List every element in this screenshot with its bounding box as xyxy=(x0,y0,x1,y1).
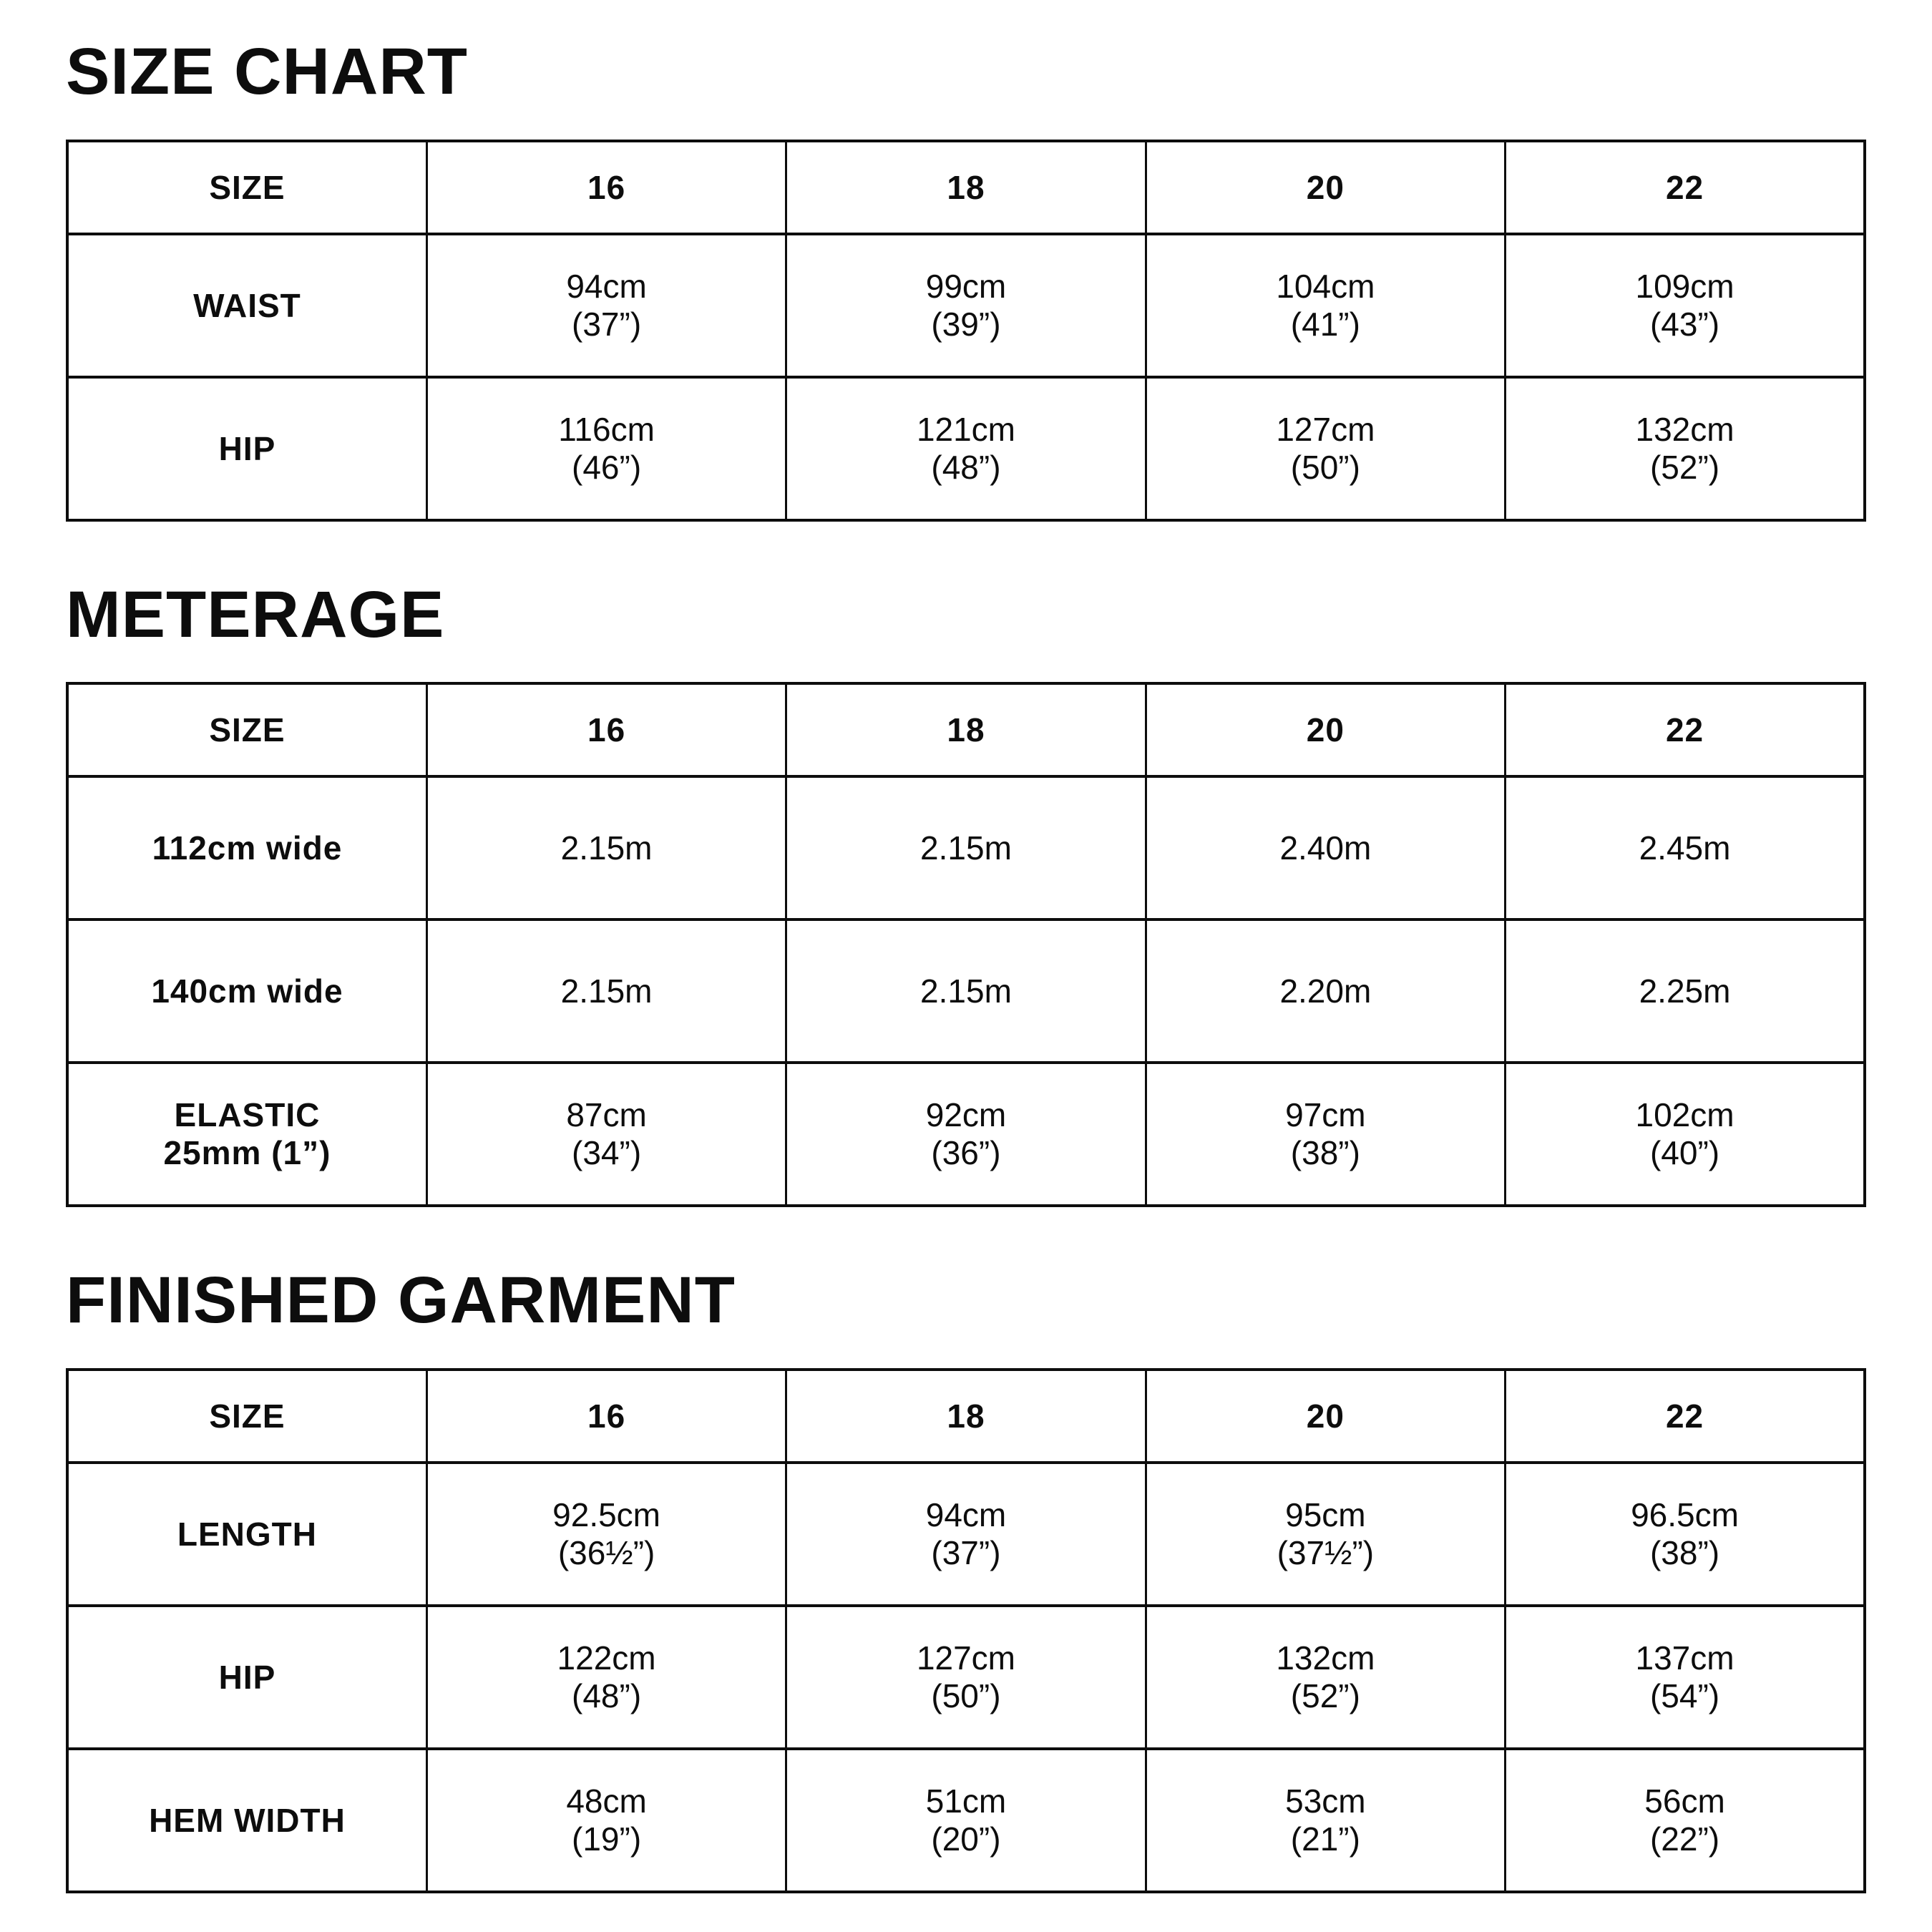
row-label-hip: HIP xyxy=(67,1606,426,1749)
value-inches: (37”) xyxy=(572,305,642,343)
table-row-elastic xyxy=(67,1063,1865,1206)
column-header-22: 22 xyxy=(1506,141,1865,234)
value-cm: 87cm xyxy=(566,1096,647,1134)
value-cm: 56cm xyxy=(1644,1782,1725,1820)
value-inches: (22”) xyxy=(1649,1820,1720,1858)
value-inches: (38”) xyxy=(1649,1533,1720,1571)
value-meters: 2.15m xyxy=(426,919,786,1063)
row-label-length: LENGTH xyxy=(67,1463,426,1606)
table-row-hip xyxy=(67,377,1865,520)
elastic-label-line2: 25mm (1”) xyxy=(163,1134,331,1172)
value-meters: 2.20m xyxy=(1146,919,1505,1063)
value-cm: 127cm xyxy=(916,1639,1016,1677)
value-meters: 2.45m xyxy=(1506,776,1865,919)
meterage-title: METERAGE xyxy=(66,577,445,651)
column-header-16: 16 xyxy=(426,141,786,234)
size-chart-section xyxy=(66,37,1866,522)
value-inches: (50”) xyxy=(931,1677,1001,1714)
value-meters: 2.40m xyxy=(1146,776,1505,919)
value-inches: (50”) xyxy=(1290,448,1360,486)
header-row xyxy=(67,141,1865,234)
value-inches: (54”) xyxy=(1649,1677,1720,1714)
column-header-16: 16 xyxy=(426,683,786,776)
column-header-22: 22 xyxy=(1506,1370,1865,1463)
value-cell xyxy=(786,377,1146,520)
finished-garment-section xyxy=(66,1266,1866,1893)
value-cm: 51cm xyxy=(925,1782,1007,1820)
value-cell xyxy=(1506,1463,1865,1606)
value-cm: 94cm xyxy=(566,267,647,305)
value-cell xyxy=(786,234,1146,377)
column-header-18: 18 xyxy=(786,683,1146,776)
value-cm: 137cm xyxy=(1635,1639,1735,1677)
table-row-length xyxy=(67,1463,1865,1606)
value-cell xyxy=(1146,1463,1505,1606)
column-header-20: 20 xyxy=(1146,141,1505,234)
value-cm: 53cm xyxy=(1285,1782,1366,1820)
row-label-112cm-wide: 112cm wide xyxy=(67,776,426,919)
column-header-20: 20 xyxy=(1146,1370,1505,1463)
value-inches: (43”) xyxy=(1649,305,1720,343)
value-cell xyxy=(1506,234,1865,377)
value-cm: 122cm xyxy=(557,1639,656,1677)
value-inches: (40”) xyxy=(1649,1134,1720,1172)
value-inches: (38”) xyxy=(1290,1134,1360,1172)
meterage-section xyxy=(66,577,1866,1208)
table-row-112cm-wide xyxy=(67,776,1865,919)
value-cm: 127cm xyxy=(1276,410,1375,448)
value-cm: 96.5cm xyxy=(1631,1496,1739,1533)
value-inches: (48”) xyxy=(931,448,1001,486)
column-header-size: SIZE xyxy=(67,141,426,234)
value-inches: (52”) xyxy=(1649,448,1720,486)
value-cell xyxy=(1146,234,1505,377)
header-row xyxy=(67,1370,1865,1463)
value-cm: 97cm xyxy=(1285,1096,1366,1134)
column-header-20: 20 xyxy=(1146,683,1505,776)
value-cm: 48cm xyxy=(566,1782,647,1820)
value-meters: 2.15m xyxy=(786,919,1146,1063)
value-cm: 102cm xyxy=(1635,1096,1735,1134)
value-cell xyxy=(426,1606,786,1749)
value-cell xyxy=(426,377,786,520)
value-cm: 109cm xyxy=(1635,267,1735,305)
value-inches: (20”) xyxy=(931,1820,1001,1858)
value-cm: 95cm xyxy=(1285,1496,1366,1533)
column-header-16: 16 xyxy=(426,1370,786,1463)
column-header-18: 18 xyxy=(786,1370,1146,1463)
value-cm: 94cm xyxy=(925,1496,1007,1533)
value-cm: 92.5cm xyxy=(552,1496,661,1533)
value-cell xyxy=(426,1063,786,1206)
value-cm: 99cm xyxy=(925,267,1007,305)
value-cm: 104cm xyxy=(1276,267,1375,305)
column-header-18: 18 xyxy=(786,141,1146,234)
value-cm: 116cm xyxy=(558,410,655,448)
value-cm: 132cm xyxy=(1276,1639,1375,1677)
value-cell xyxy=(786,1606,1146,1749)
value-inches: (39”) xyxy=(931,305,1001,343)
value-inches: (37”) xyxy=(931,1533,1001,1571)
value-inches: (19”) xyxy=(572,1820,642,1858)
value-inches: (46”) xyxy=(572,448,642,486)
value-inches: (37½”) xyxy=(1277,1533,1375,1571)
value-inches: (48”) xyxy=(572,1677,642,1714)
column-header-22: 22 xyxy=(1506,683,1865,776)
value-cell xyxy=(786,1749,1146,1892)
table-row-hip xyxy=(67,1606,1865,1749)
value-cell xyxy=(1506,1749,1865,1892)
finished-garment-table xyxy=(66,1368,1866,1893)
size-chart-title: SIZE CHART xyxy=(66,35,468,108)
table-row-140cm-wide xyxy=(67,919,1865,1063)
meterage-table xyxy=(66,682,1866,1207)
value-cell xyxy=(426,1749,786,1892)
value-inches: (36½”) xyxy=(557,1533,655,1571)
column-header-size: SIZE xyxy=(67,683,426,776)
value-cell xyxy=(1506,1606,1865,1749)
value-cell xyxy=(1146,1749,1505,1892)
column-header-size: SIZE xyxy=(67,1370,426,1463)
value-cm: 132cm xyxy=(1635,410,1735,448)
value-cell xyxy=(1506,377,1865,520)
table-row-hem-width xyxy=(67,1749,1865,1892)
row-label-waist: WAIST xyxy=(67,234,426,377)
value-inches: (41”) xyxy=(1290,305,1360,343)
finished-garment-title: FINISHED GARMENT xyxy=(66,1264,736,1337)
value-cell xyxy=(1146,1606,1505,1749)
value-inches: (21”) xyxy=(1290,1820,1360,1858)
value-cell xyxy=(786,1063,1146,1206)
value-cell xyxy=(786,1463,1146,1606)
value-cell xyxy=(1146,1063,1505,1206)
row-label-hem-width: HEM WIDTH xyxy=(67,1749,426,1892)
value-meters: 2.15m xyxy=(426,776,786,919)
value-inches: (52”) xyxy=(1290,1677,1360,1714)
row-label-140cm-wide: 140cm wide xyxy=(67,919,426,1063)
value-cell xyxy=(426,1463,786,1606)
value-cm: 92cm xyxy=(925,1096,1007,1134)
row-label-elastic xyxy=(67,1063,426,1206)
value-cell xyxy=(1146,377,1505,520)
value-meters: 2.25m xyxy=(1506,919,1865,1063)
table-row-waist xyxy=(67,234,1865,377)
value-meters: 2.15m xyxy=(786,776,1146,919)
elastic-label-line1: ELASTIC xyxy=(174,1096,321,1134)
value-cell xyxy=(1506,1063,1865,1206)
value-cm: 121cm xyxy=(916,410,1016,448)
value-inches: (36”) xyxy=(931,1134,1001,1172)
size-chart-table xyxy=(66,140,1866,522)
value-inches: (34”) xyxy=(572,1134,642,1172)
row-label-hip: HIP xyxy=(67,377,426,520)
header-row xyxy=(67,683,1865,776)
value-cell xyxy=(426,234,786,377)
